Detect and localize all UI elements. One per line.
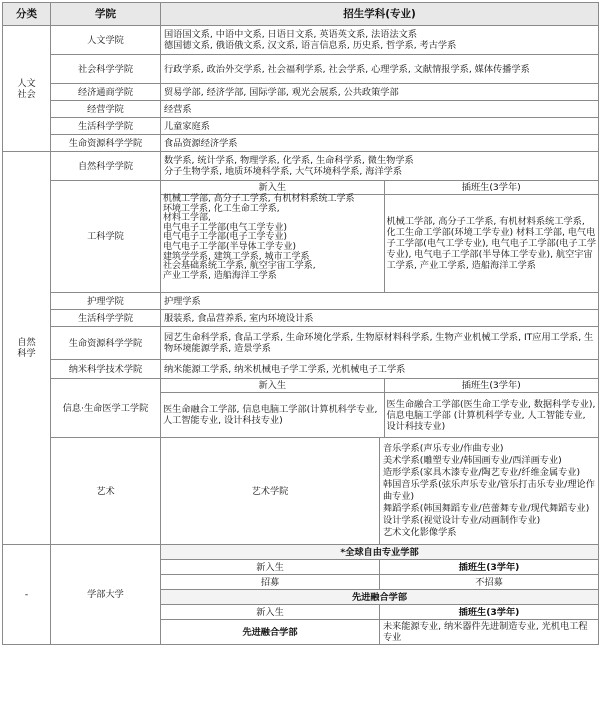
table-row [3, 101, 599, 118]
majors-cell: 贸易学部, 经济学部, 国际学部, 观光会展系, 公共政策学部 [161, 84, 599, 101]
majors-cell: 服装系, 食品营养系, 室内环境设计系 [161, 310, 599, 327]
table-row [3, 293, 599, 310]
table-row [3, 181, 599, 293]
transfer-student-label: 插班生(3学年) [380, 560, 599, 575]
majors-line: 环境工学系, 化工生命工学系, [163, 203, 280, 214]
table-row [3, 26, 599, 55]
table-row [3, 379, 599, 438]
majors-line: 电气电子工学部(半导体工学专业) [163, 241, 297, 252]
engineering-new-majors [161, 195, 384, 293]
transfer-student-label: 插班生(3学年) [380, 605, 599, 620]
arts-majors [380, 438, 599, 545]
majors-cell [161, 152, 599, 181]
majors-cell: 食品资源经济学系 [161, 135, 599, 152]
majors-cell: 纳米能源工学系, 纳米机械电子学工学系, 光机械电子工学系 [161, 360, 599, 379]
college-cell: 生活科学学院 [51, 118, 161, 135]
info-transfer-majors: 医生命融合工学部(医生命工学专业, 数据科学专业), 信息电脑工学部 (计算机科学专业, 人工智能专业, 设计科技专业) [386, 398, 596, 432]
category-undergrad: - [3, 545, 51, 645]
majors-line: 德国德文系, 俄语俄文系, 汉文系, 语言信息系, 历史系, 哲学系, 考古学系 [164, 40, 457, 51]
majors-line: 电气电子工学部(电子工学专业) [163, 232, 288, 243]
category-science: 自然 科学 [3, 152, 51, 545]
college-cell: 经济通商学院 [51, 84, 161, 101]
college-cell: 纳米科学技术学院 [51, 360, 161, 379]
majors-cell: 行政学系, 政治外交学系, 社会福利学系, 社会学系, 心理学系, 文献情报学系, 媒体传播学系 [161, 55, 599, 84]
transfer-student-label: 插班生(3学年) [384, 181, 598, 195]
section-title: *全球自由专业学部 [161, 545, 599, 560]
info-majors [161, 379, 599, 438]
transfer-student-label: 插班生(3学年) [384, 379, 598, 393]
majors-line: 造形学系(家具木漆专业/陶艺专业/纤维金属专业) [383, 467, 581, 478]
majors-cell: 园艺生命科学系, 食品工学系, 生命环境化学系, 生物原材料科学系, 生物产业机械工学系, IT应用工学系, 生物环境能源学系, 造景学系 [161, 327, 599, 360]
college-cell: 生命资源科学学院 [51, 135, 161, 152]
college-cell: 护理学院 [51, 293, 161, 310]
table-row [3, 360, 599, 379]
majors-line: 电气电子工学部(电气工学专业) [163, 222, 288, 233]
table-row [3, 545, 599, 560]
table-row [3, 84, 599, 101]
s2-new-value: 先进融合学部 [161, 620, 380, 645]
engineering-majors [161, 181, 599, 293]
majors-line: 韩国音乐学系(弦乐声乐专业/管乐打击乐专业/理论作曲专业) [383, 479, 595, 502]
admissions-table [2, 2, 599, 645]
table-row [3, 152, 599, 181]
college-cell: 生活科学学院 [51, 310, 161, 327]
table-row [3, 55, 599, 84]
college-cell: 自然科学学院 [51, 152, 161, 181]
college-cell: 生命资源科学学院 [51, 327, 161, 360]
majors-line: 建筑学学系, 建筑工学系, 城市工学系 [163, 251, 310, 262]
majors-line: 社会基础系统工学系, 航空宇宙工学系, [163, 261, 316, 272]
table-row [3, 135, 599, 152]
s1-new-value: 招募 [161, 575, 380, 590]
college-cell: 工科学院 [51, 181, 161, 293]
engineering-subtable [161, 181, 598, 292]
s2-transfer-value: 未来能源专业, 纳米器件先进制造专业, 光机电工程专业 [380, 620, 599, 645]
college-cell: 艺术学院 [161, 438, 380, 545]
category-arts: 艺术 [51, 438, 161, 545]
new-student-label: 新入生 [161, 181, 384, 195]
majors-line: 舞蹈学系(韩国舞蹈专业/芭蕾舞专业/现代舞蹈专业) [383, 503, 590, 514]
s1-transfer-value: 不招募 [380, 575, 599, 590]
header-category: 分类 [3, 3, 51, 26]
majors-line: 国语国文系, 中语中文系, 日语日文系, 英语英文系, 法语法文系 [164, 29, 418, 40]
majors-line: 机械工学部, 高分子工学系, 有机材料系统工学系 [163, 194, 355, 204]
new-student-label: 新入生 [161, 560, 380, 575]
college-cell: 人文学院 [51, 26, 161, 55]
majors-cell: 经营系 [161, 101, 599, 118]
header-college: 学院 [51, 3, 161, 26]
majors-line: 艺术文化影像学系 [383, 527, 457, 538]
majors-cell: 护理学系 [161, 293, 599, 310]
table-row [3, 310, 599, 327]
majors-line: 产业工学系, 造船海洋工学系 [163, 270, 277, 281]
majors-line: 数学系, 统计学系, 物理学系, 化学系, 生命科学系, 微生物学系 [164, 155, 414, 166]
majors-line: 美术学系(雕塑专业/韩国画专业/西洋画专业) [383, 455, 562, 466]
majors-line: 材料工学部, [163, 213, 211, 224]
engineering-transfer-majors: 机械工学部, 高分子工学系, 有机材料系统工学系, 化工生命工学部(环境工学专业) 材料工学部, 电气电子工学部(电气工学专业), 电气电子工学部(电子工学专业), 电气电子工学部(半导体工学专业), 航空宇宙工学系, 产业工学系, 造船海洋工学系 [386, 216, 597, 271]
majors-line: 分子生物学系, 地质环境科学系, 大气环境科学系, 海洋学系 [164, 166, 403, 177]
header-majors: 招生学科(专业) [161, 3, 599, 26]
majors-cell [161, 26, 599, 55]
majors-cell: 儿童家庭系 [161, 118, 599, 135]
table-row [3, 327, 599, 360]
majors-line: 设计学系(视觉设计专业/动画制作专业) [383, 515, 541, 526]
info-subtable [161, 379, 598, 437]
section-title: 先进融合学部 [161, 590, 599, 605]
majors-line: 音乐学系(声乐专业/作曲专业) [383, 443, 504, 454]
category-humanities: 人文 社会 [3, 26, 51, 152]
table-row [3, 438, 599, 545]
new-student-label: 新入生 [161, 379, 384, 393]
table-row [3, 118, 599, 135]
college-cell: 信息·生命医学工学院 [51, 379, 161, 438]
college-cell: 学部大学 [51, 545, 161, 645]
college-cell: 经营学院 [51, 101, 161, 118]
header-row [3, 3, 599, 26]
info-new-majors: 医生命融合工学部, 信息电脑工学部(计算机科学专业, 人工智能专业, 设计科技专业) [161, 393, 384, 438]
new-student-label: 新入生 [161, 605, 380, 620]
college-cell: 社会科学学院 [51, 55, 161, 84]
